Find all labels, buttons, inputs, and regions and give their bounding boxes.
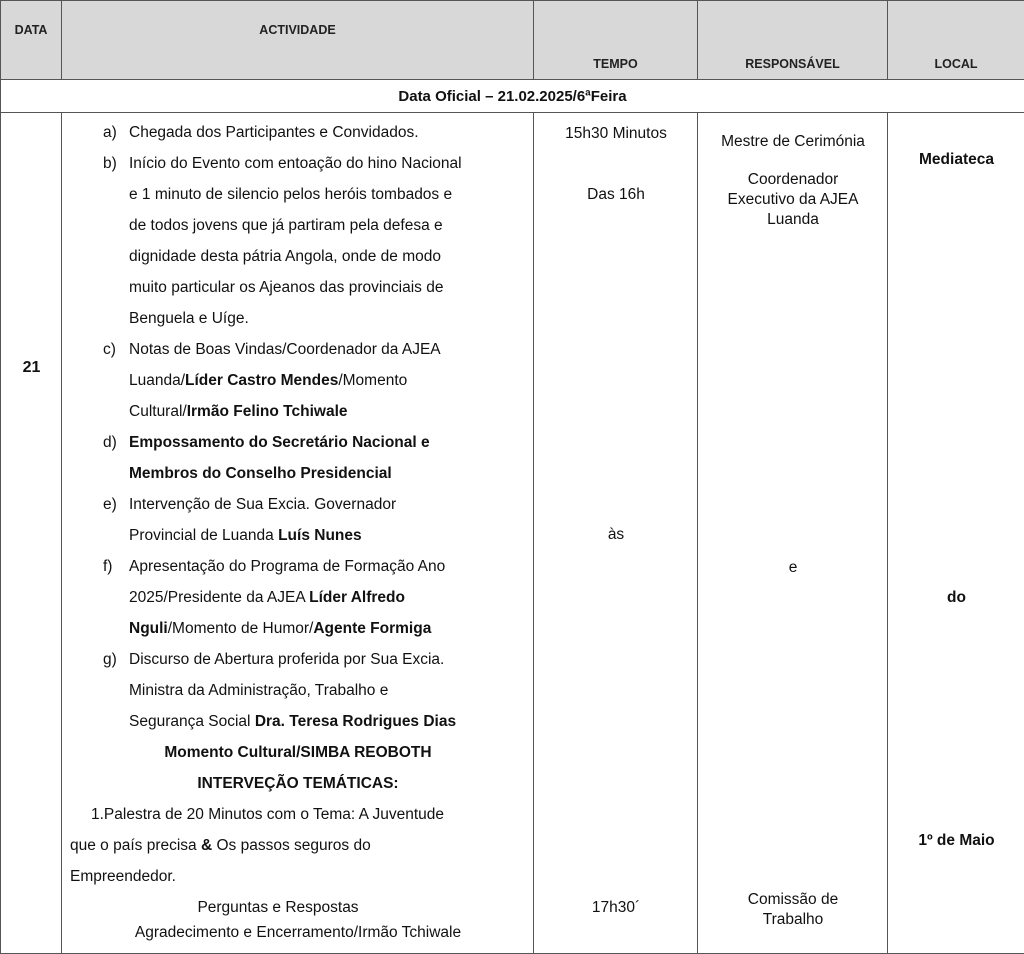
activity-d: d) Empossamento do Secretário Nacional e <box>103 433 430 453</box>
official-date-banner: Data Oficial – 21.02.2025/6ªFeira <box>1 80 1024 113</box>
activity-c: c) Notas de Boas Vindas/Coordenador da AJEA <box>103 340 441 360</box>
responsavel-mc: Mestre de Cerimónia <box>698 132 888 152</box>
activity-a: a) Chegada dos Participantes e Convidados. <box>103 123 419 143</box>
palestra-line: Empreendedor. <box>70 867 176 887</box>
activity-c-line: Cultural/Irmão Felino Tchiwale <box>129 402 348 422</box>
header-local: LOCAL <box>888 1 1024 80</box>
header-responsavel: RESPONSÁVEL <box>698 1 888 80</box>
intervencao-tematicas: INTERVEÇÃO TEMÁTICAS: <box>62 774 534 794</box>
responsavel-coordenador: Coordenador <box>698 170 888 190</box>
palestra-line: 1.Palestra de 20 Minutos com o Tema: A Juventude <box>91 805 444 825</box>
activity-f-line: 2025/Presidente da AJEA Líder Alfredo <box>129 588 405 608</box>
header-tempo: TEMPO <box>534 1 698 80</box>
responsavel-coordenador: Executivo da AJEA <box>698 190 888 210</box>
activity-g-line: Ministra da Administração, Trabalho e <box>129 681 388 701</box>
activity-e: e) Intervenção de Sua Excia. Governador <box>103 495 396 515</box>
tempo-start: 15h30 Minutos <box>534 124 698 144</box>
momento-cultural: Momento Cultural/SIMBA REOBOTH <box>62 743 534 763</box>
tempo-from: Das 16h <box>534 185 698 205</box>
table-header-row <box>1 1 1024 80</box>
agradecimento-encerramento: Agradecimento e Encerramento/Irmão Tchiwale <box>62 923 534 943</box>
activity-f-line: Nguli/Momento de Humor/Agente Formiga <box>129 619 431 639</box>
activity-cell <box>62 113 534 954</box>
activity-b-line: e 1 minuto de silencio pelos heróis tombados e <box>129 185 452 205</box>
tempo-cell <box>534 113 698 954</box>
local-cell <box>888 113 1024 954</box>
activity-b-line: Benguela e Uíge. <box>129 309 249 329</box>
local-mediateca: Mediateca <box>888 150 1024 170</box>
activity-g: g) Discurso de Abertura proferida por Sua Excia. <box>103 650 444 670</box>
programme-body-row <box>1 113 1024 954</box>
responsavel-comissao: Comissão de <box>698 890 888 910</box>
header-data: DATA <box>1 1 62 80</box>
date-cell <box>1 113 62 954</box>
header-actividade: ACTIVIDADE <box>62 1 534 80</box>
responsavel-comissao: Trabalho <box>698 910 888 930</box>
activity-b-line: muito particular os Ajeanos das provinciais de <box>129 278 443 298</box>
palestra-line: que o país precisa & Os passos seguros do <box>70 836 371 856</box>
activity-b-line: dignidade desta pátria Angola, onde de modo <box>129 247 441 267</box>
activity-g-line: Segurança Social Dra. Teresa Rodrigues Dias <box>129 712 456 732</box>
tempo-end: 17h30´ <box>534 898 698 918</box>
responsavel-coordenador: Luanda <box>698 210 888 230</box>
activity-e-line: Provincial de Luanda Luís Nunes <box>129 526 362 546</box>
banner-row <box>1 80 1024 113</box>
perguntas-respostas: Perguntas e Respostas <box>62 898 494 918</box>
responsavel-cell <box>698 113 888 954</box>
local-do: do <box>888 588 1024 608</box>
activity-f: f) Apresentação do Programa de Formação Ano <box>103 557 445 577</box>
activity-b-line: de todos jovens que já partiram pela defesa e <box>129 216 443 236</box>
local-primeiro-maio: 1º de Maio <box>888 831 1024 851</box>
activity-b: b) Início do Evento com entoação do hino Nacional <box>103 154 462 174</box>
date-value: 21 <box>1 359 62 377</box>
activity-d-line: Membros do Conselho Presidencial <box>129 464 392 484</box>
tempo-to: às <box>534 525 698 545</box>
responsavel-and: e <box>698 558 888 578</box>
activity-c-line: Luanda/Líder Castro Mendes/Momento <box>129 371 407 391</box>
